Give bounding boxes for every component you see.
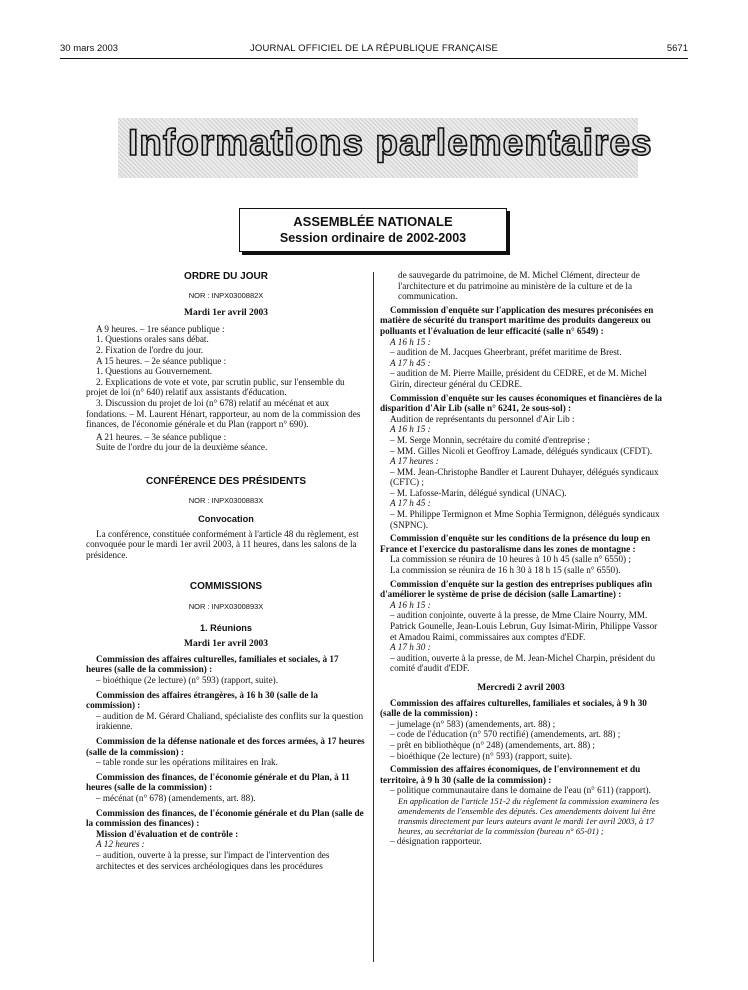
commission-item: – MM. Gilles Nicoli et Geoffroy Lamade, délégués syndicaux (CFDT).: [390, 445, 653, 456]
heading-commissions: COMMISSIONS: [189, 581, 263, 593]
commission-item: – désignation rapporteur.: [390, 835, 482, 846]
session-time: A 9 heures. – 1re séance publique :: [96, 323, 225, 334]
convocation-heading: Convocation: [198, 514, 254, 525]
agenda-item: Suite de l'ordre du jour de la deuxième séance.: [96, 442, 268, 453]
nor-code: NOR : INPX0300883X: [188, 495, 264, 505]
date-heading: Mardi 1er avril 2003: [184, 639, 268, 650]
commission-entry: Commission de la défense nationale et des forces armées, à 17 heures (salle de la commission) :: [86, 736, 365, 757]
time-label: A 16 h 15 :: [390, 336, 431, 347]
commission-item: – audition, ouverte à la presse, sur l'impact de l'intervention des architectes et des services archéologiques dans les procédures: [96, 849, 330, 871]
commission-item: – M. Lafosse-Marin, délégué syndical (UNAC).: [390, 487, 567, 498]
section-banner: [118, 118, 653, 178]
commission-entry: Commission d'enquête sur les causes économiques et financières de la disparition d'Air Lib (salle n° 6241, 2e sous-sol) :: [380, 392, 662, 414]
date-heading: Mercredi 2 avril 2003: [477, 682, 565, 693]
session-time: A 21 heures. – 3e séance publique :: [96, 431, 227, 442]
commission-note: La commission se réunira de 16 h 30 à 18 h 15 (salle n° 6550).: [390, 565, 621, 576]
assembly-title-box: [239, 208, 507, 252]
right-column: [380, 270, 662, 847]
left-column: [86, 270, 366, 871]
commission-item: – MM. Jean-Christophe Bandler et Laurent Duhayer, délégués syndicaux (CFTC) ;: [390, 466, 659, 488]
commission-entry: Commission des finances, de l'économie générale et du Plan (salle de la commission des finances) :: [86, 807, 364, 829]
commission-entry: Commission des affaires économiques, de l'environnement et du territoire, à 9 h 30 (salle de la commission) :: [380, 764, 641, 785]
commission-entry: Commission d'enquête sur l'application des mesures préconisées en matière de sécurité du transport maritime des produits dangereux ou polluants et l'évaluation de leur efficacité (salle n° 6549) :: [380, 304, 654, 336]
commission-item: – table ronde sur les opérations militaires en Irak.: [96, 757, 278, 768]
agenda-item: 1. Questions au Gouvernement.: [96, 366, 213, 377]
agenda-item: 3. Discussion du projet de loi (n° 678) relatif au mécénat et aux fondations. – M. Laurent Hénart, rapporteur, au nom de la commission des finances, de l'économie générale et du Plan (rapport n° 690).: [86, 397, 361, 430]
time-label: A 16 h 15 :: [390, 424, 431, 435]
commission-item: – prêt en bibliothèque (n° 248) (amendements, art. 88) ;: [390, 739, 595, 750]
commission-item: – M. Philippe Termignon et Mme Sophia Termignon, délégués syndicaux (SNPNC).: [390, 509, 660, 530]
commission-item: – audition de M. Pierre Maille, président du CEDRE, et de M. Michel Girin, directeur général du CEDRE.: [390, 368, 647, 389]
commission-item: – bioéthique (2e lecture) (n° 593) (rapport, suite).: [390, 750, 573, 761]
commission-item: – audition, ouverte à la presse, de M. Jean-Michel Charpin, président du comité d'audit d'EDF.: [390, 652, 656, 674]
journal-title: JOURNAL OFFICIEL DE LA RÉPUBLIQUE FRANÇAISE: [249, 43, 499, 54]
commission-entry: Commission des affaires étrangères, à 16 h 30 (salle de la commission) :: [86, 689, 318, 711]
commission-entry: Commission d'enquête sur la gestion des entreprises publiques afin d'améliorer le système de prise de décision (salle Lamartine) :: [380, 578, 653, 600]
rule-note: En application de l'article 151-2 du règlement la commission examinera les amendements de l'ensemble des députés. Ces amendements doivent lui être transmis directement par leurs auteurs avant le mardi 1er avril 2003, à 17 heures, au secrétariat de la commission (bureau n° 65-01) ;: [398, 795, 660, 836]
commission-entry: Commission des affaires culturelles, familiales et sociales, à 17 heures (salle de la commission) :: [86, 653, 339, 675]
time-label: A 12 heures :: [96, 839, 145, 850]
commission-item: – code de l'éducation (n° 570 rectifié) (amendements, art. 88) ;: [390, 729, 621, 740]
agenda-item: 1. Questions orales sans débat.: [96, 334, 209, 345]
assembly-title: ASSEMBLÉE NATIONALE: [293, 214, 453, 229]
time-label: A 17 h 30 :: [390, 642, 431, 653]
commission-item: – M. Serge Monnin, secrétaire du comité d'entreprise ;: [390, 434, 590, 445]
commission-item: – politique communautaire dans le domaine de l'eau (n° 611) (rapport).: [390, 785, 651, 796]
agenda-item: 2. Fixation de l'ordre du jour.: [96, 344, 204, 355]
banner-title: Informations parlementaires: [128, 122, 653, 163]
agenda-item: 2. Explications de vote et vote, par scrutin public, sur l'ensemble du projet de loi (n° 640) relatif aux assistants d'éducation.: [86, 376, 345, 398]
commission-item: – mécénat (n° 678) (amendements, art. 88).: [96, 792, 256, 803]
commission-item: – audition de M. Jacques Gheerbrant, préfet maritime de Brest.: [390, 347, 622, 358]
time-label: A 16 h 15 :: [390, 599, 431, 610]
column-separator: [373, 272, 374, 962]
nor-code: NOR : INPX0300893X: [188, 602, 264, 612]
commission-item: – audition de M. Gérard Chaliand, spécialiste des conflits sur la question irakienne.: [96, 710, 364, 732]
date-heading: Mardi 1er avril 2003: [184, 308, 268, 319]
commission-item: – bioéthique (2e lecture) (n° 593) (rapport, suite).: [96, 675, 279, 686]
header-rule: [60, 58, 688, 59]
convocation-text: La conférence, constituée conformément à l'article 48 du règlement, est convoquée pour le mardi 1er avril 2003, à 11 heures, dans les salons de la présidence.: [86, 528, 359, 560]
time-label: A 17 h 45 :: [390, 498, 431, 509]
page-header: [60, 43, 688, 57]
commission-entry: Commission des affaires culturelles, familiales et sociales, à 9 h 30 (salle de la commission) :: [380, 697, 647, 719]
commission-note: Audition de représentants du personnel d'Air Lib :: [390, 413, 575, 424]
mission-heading: Mission d'évaluation et de contrôle :: [96, 828, 239, 839]
heading-conference: CONFÉRENCE DES PRÉSIDENTS: [145, 475, 307, 487]
commission-note: La commission se réunira de 10 heures à 10 h 45 (salle n° 6550) ;: [390, 554, 631, 565]
session-title: Session ordinaire de 2002-2003: [279, 231, 467, 245]
heading-ordre-du-jour: ORDRE DU JOUR: [184, 271, 268, 282]
issue-date: 30 mars 2003: [60, 43, 119, 54]
commission-item: – jumelage (n° 583) (amendements, art. 88) ;: [390, 718, 556, 729]
commission-item: – audition conjointe, ouverte à la presse, de Mme Claire Nourry, MM. Patrick Gounelle, Jean-Louis Lebrun, Guy Isimat-Mirin, Philippe Vassor et Amadou Raimi, commissaires aux comptes d'EDF.: [390, 610, 658, 642]
time-label: A 17 heures :: [390, 456, 439, 467]
page-number: 5671: [666, 43, 688, 54]
session-time: A 15 heures. – 2e séance publique :: [96, 355, 227, 366]
commission-entry: Commission d'enquête sur les conditions de la présence du loup en France et l'exercice du pastoralisme dans les zones de montagne :: [380, 533, 651, 554]
reunions-heading: 1. Réunions: [199, 622, 253, 633]
nor-code: NOR : INPX0300882X: [188, 290, 264, 300]
time-label: A 17 h 45 :: [390, 357, 431, 368]
commission-item: de sauvegarde du patrimoine, de M. Michel Clément, directeur de l'architecture et du patrimoine au ministère de la culture et de la communication.: [398, 270, 640, 302]
commission-entry: Commission des finances, de l'économie générale et du Plan, à 11 heures (salle de la commission) :: [86, 771, 350, 793]
